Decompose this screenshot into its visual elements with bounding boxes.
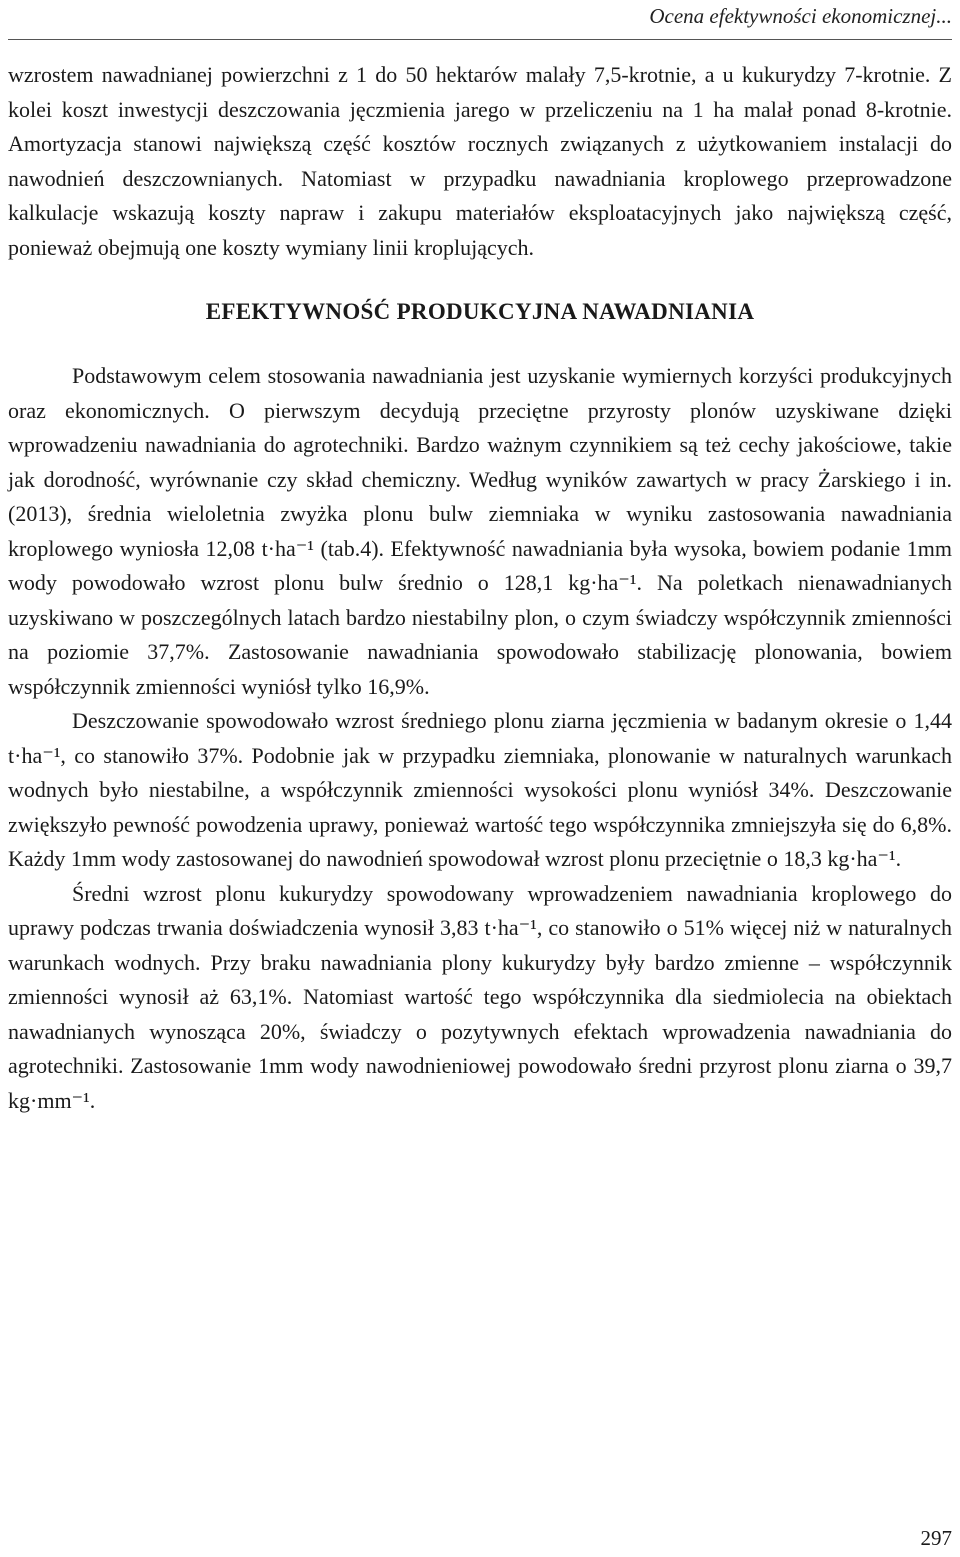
running-header-title: Ocena efektywności ekonomicznej...	[649, 4, 952, 28]
page-body	[8, 58, 952, 1118]
page-number: 297	[920, 1526, 952, 1550]
paragraph-maize: Średni wzrost plonu kukurydzy spowodowany wprowadzeniem nawadniania kroplowego do uprawy podczas trwania doświadczenia wynosił 3,83 t·ha⁻¹, co stanowiło o 51% więcej niż w naturalnych warunkach wodnych. Przy braku nawadniania plony kukurydzy były bardzo zmienne – współczynnik zmienności wynosił aż 63,1%. Natomiast wartość tego współczynnika dla siedmiolecia na obiektach nawadnianych wynosząca 20%, świadczy o pozytywnych efektach wprowadzenia nawadniania do agrotechniki. Zastosowanie 1mm wody nawodnieniowej powodowało średni przyrost plonu ziarna o 39,7 kg·mm⁻¹.	[8, 880, 952, 1113]
section-heading: EFEKTYWNOŚĆ PRODUKCYJNA NAWADNIANIA	[205, 299, 755, 324]
paragraph-continuation: wzrostem nawadnianej powierzchni z 1 do 50 hektarów malały 7,5-krotnie, a u kukurydzy 7-krotnie. Z kolei koszt inwestycji deszczowania jęczmienia jarego w przeliczeniu na 1 ha malał ponad 8-krotnie. Amortyzacja stanowi największą część kosztów rocznych związanych z użytkowaniem instalacji do nawodnień deszczownianych. Natomiast w przypadku nawadniania kroplowego przeprowadzone kalkulacje wskazują koszty napraw i zakupu materiałów eksploatacyjnych jako największą część, ponieważ obejmują one koszty wymiany linii kroplujących.	[8, 62, 952, 260]
header-divider	[8, 39, 952, 40]
paragraph-barley: Deszczowanie spowodowało wzrost średniego plonu ziarna jęczmienia w badanym okresie o 1,44 t·ha⁻¹, co stanowiło 37%. Podobnie jak w przypadku ziemniaka, plonowanie w naturalnych warunkach wodnych było niestabilne, a współczynnik zmienności wysokości plonu wyniósł 34%. Deszczowanie zwiększyło pewność powodzenia uprawy, ponieważ wartość tego współczynnika zmniejszyła się do 6,8%. Każdy 1mm wody zastosowanej do nawodnień spowodował wzrost plonu przeciętnie o 18,3 kg·ha⁻¹.	[8, 708, 952, 871]
paragraph-potato: Podstawowym celem stosowania nawadniania jest uzyskanie wymiernych korzyści produkcyjnych oraz ekonomicznych. O pierwszym decydują przeciętne przyrosty plonów uzyskiwane dzięki wprowadzeniu nawadniania do agrotechniki. Bardzo ważnym czynnikiem są też cechy jakościowe, takie jak dorodność, wyrównanie czy skład chemiczny. Według wyników zawartych w pracy Żarskiego i in. (2013), średnia wieloletnia zwyżka plonu bulw ziemniaka w wyniku zastosowania nawadniania kroplowego wyniosła 12,08 t·ha⁻¹ (tab.4). Efektywność nawadniania była wysoka, bowiem podanie 1mm wody powodowało wzrost plonu bulw średnio o 128,1 kg·ha⁻¹. Na poletkach nienawadnianych uzyskiwano w poszczególnych latach bardzo niestabilny plon, o czym świadczy współczynnik zmienności na poziomie 37,7%. Zastosowanie nawadniania spowodowało stabilizację plonowania, bowiem współczynnik zmienności wyniósł tylko 16,9%.	[8, 363, 952, 699]
